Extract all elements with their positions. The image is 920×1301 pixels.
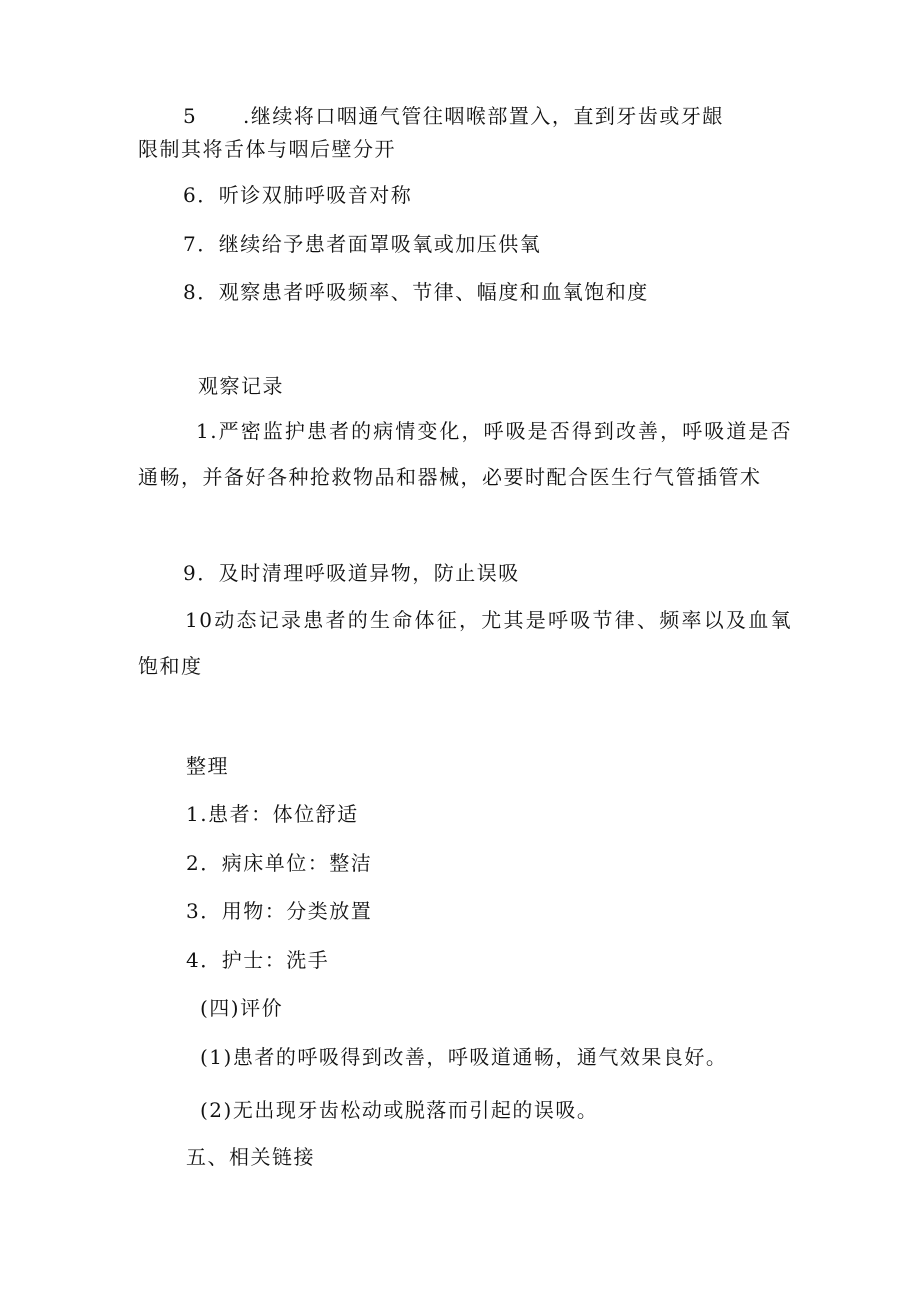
observe-paragraph-10 <box>138 597 792 689</box>
step-5 <box>183 103 724 129</box>
section-heading-evaluate: (四)评价 <box>200 996 284 1020</box>
observe-paragraph-10-text: 10动态记录患者的生命体征，尤其是呼吸节律、频率以及血氧饱和度 <box>138 608 792 678</box>
section-heading-observe: 观察记录 <box>198 374 284 398</box>
section-heading-links: 五、相关链接 <box>186 1145 315 1169</box>
step-5-number: 5 <box>183 104 198 128</box>
arrange-item-3: 3．用物：分类放置 <box>186 899 373 923</box>
step-5-text: .继续将口咽通气管往咽喉部置入，直到牙齿或牙龈 <box>243 104 724 128</box>
observe-paragraph-1 <box>138 408 792 500</box>
step-8: 8．观察患者呼吸频率、节律、幅度和血氧饱和度 <box>183 280 649 304</box>
observe-item-9: 9．及时清理呼吸道异物，防止误吸 <box>183 561 520 585</box>
observe-paragraph-1-text: 1.严密监护患者的病情变化，呼吸是否得到改善，呼吸道是否通畅，并备好各种抢救物品和器械，必要时配合医生行气管插管术 <box>138 419 792 489</box>
arrange-item-2: 2．病床单位：整洁 <box>186 851 373 875</box>
evaluate-item-2: (2)无出现牙齿松动或脱落而引起的误吸。 <box>200 1098 599 1122</box>
step-5-continuation: 限制其将舌体与咽后壁分开 <box>138 137 396 161</box>
arrange-item-1: 1.患者：体位舒适 <box>186 802 359 826</box>
arrange-item-4: 4．护士：洗手 <box>186 948 330 972</box>
step-6: 6．听诊双肺呼吸音对称 <box>183 183 413 207</box>
evaluate-item-1: (1)患者的呼吸得到改善，呼吸道通畅，通气效果良好。 <box>200 1045 728 1069</box>
section-heading-arrange: 整理 <box>186 754 229 778</box>
step-7: 7．继续给予患者面罩吸氧或加压供氧 <box>183 232 542 256</box>
